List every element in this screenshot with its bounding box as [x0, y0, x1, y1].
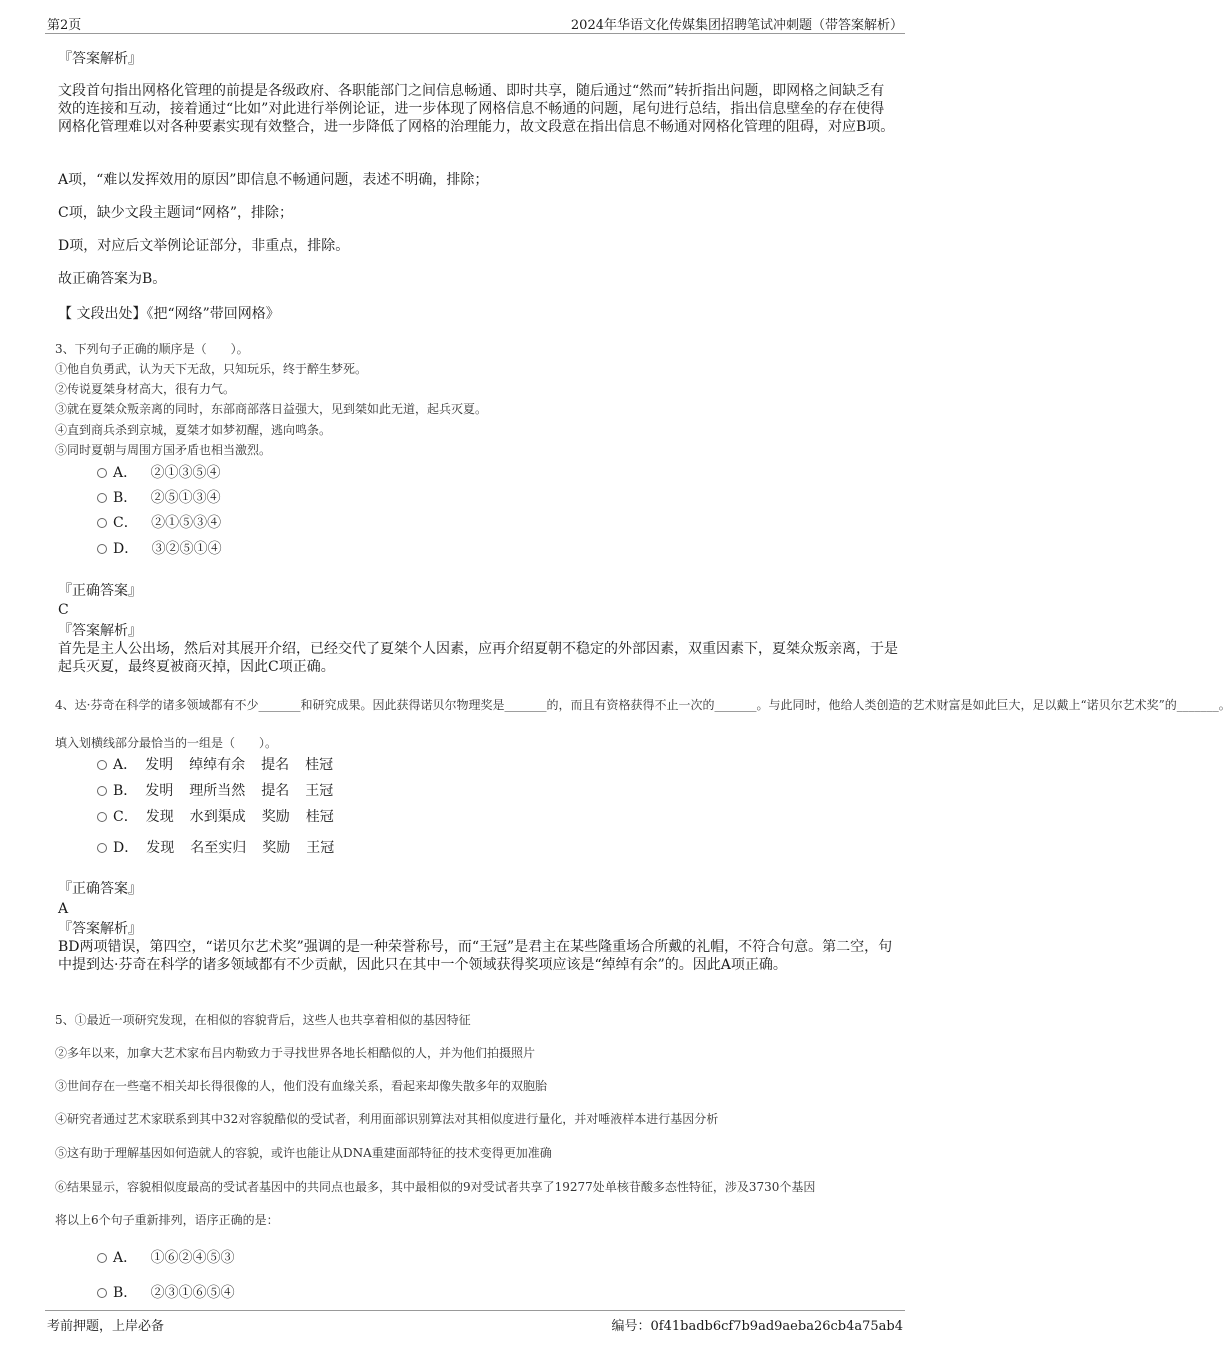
- q5-option-b[interactable]: B． ②③①⑥⑤④: [97, 1284, 235, 1302]
- q4-prompt: 填入划横线部分最恰当的一组是（ ）。: [55, 736, 278, 750]
- q4-analysis-label: 『答案解析』: [58, 921, 142, 937]
- q4-answer: A: [58, 901, 69, 917]
- q3-answer-label: 『正确答案』: [58, 583, 142, 599]
- radio-icon[interactable]: [97, 843, 107, 853]
- q4-stem: 4、达·芬奇在科学的诸多领域都有不少_______和研究成果。因此获得诺贝尔物理奖是_______的，而且有资格获得不止一次的_______。与此同时，他给人类创造的艺术财富是如此巨大，足以戴上“诺贝尔艺术奖”的_______。: [55, 698, 1231, 712]
- page-header: [45, 12, 905, 34]
- q5-sentence-2: ②多年以来，加拿大艺术家布吕内勒致力于寻找世界各地长相酷似的人，并为他们拍摄照片: [55, 1046, 536, 1060]
- footer-slogan: 考前押题，上岸必备: [47, 1319, 165, 1334]
- q5-sentence-4: ④研究者通过艺术家联系到其中32对容貌酷似的受试者，利用面部识别算法对其相似度进行量化，并对唾液样本进行基因分析: [55, 1112, 719, 1126]
- radio-icon[interactable]: [97, 1288, 107, 1298]
- q2-option-d-note: D项，对应后文举例论证部分，非重点，排除。: [58, 238, 350, 254]
- q4-answer-label: 『正确答案』: [58, 881, 142, 897]
- q4-option-c[interactable]: C． 发现 水到渠成 奖励 桂冠: [97, 808, 350, 826]
- q3-analysis-label: 『答案解析』: [58, 623, 142, 639]
- q5-prompt: 将以上6个句子重新排列，语序正确的是：: [55, 1213, 279, 1227]
- q4-option-d[interactable]: D． 发现 名至实归 奖励 王冠: [97, 839, 350, 857]
- q2-analysis: 文段首句指出网格化管理的前提是各级政府、各职能部门之间信息畅通、即时共享，随后通过“然而”转折指出问题，即网格之间缺乏有效的连接和互动，接着通过“比如”对此进行举例论证，进一步体现了网格信息不畅通的问题，尾句进行总结，指出信息壁垒的存在使得网格化管理难以对各种要素实现有效整合，进一步降低了网格的治理能力，故文段意在指出信息不畅通对网格化管理的阻碍，对应B项。: [58, 83, 895, 135]
- q5-sentence-6: ⑥结果显示，容貌相似度最高的受试者基因中的共同点也最多，其中最相似的9对受试者共享了19277处单核苷酸多态性特征，涉及3730个基因: [55, 1180, 816, 1194]
- q3-option-b[interactable]: B． ②⑤①③④: [97, 489, 221, 507]
- q3-sentence-2: ②传说夏桀身材高大，很有力气。: [55, 382, 236, 396]
- q3-answer: C: [58, 602, 69, 618]
- q2-source: 【 文段出处】《把“网络”带回网格》: [58, 306, 280, 322]
- radio-icon[interactable]: [97, 544, 107, 554]
- q2-option-c-note: C项，缺少文段主题词“网格”，排除；: [58, 205, 294, 221]
- radio-icon[interactable]: [97, 812, 107, 822]
- q3-sentence-4: ④直到商兵杀到京城，夏桀才如梦初醒，逃向鸣条。: [55, 423, 332, 437]
- q4-analysis: BD两项错误，第四空，“诺贝尔艺术奖”强调的是一种荣誉称号，而“王冠”是君主在某些隆重场合所戴的礼帽，不符合句意。第二空，句中提到达·芬奇在科学的诸多领域都有不少贡献，因此只在其中一个领域获得奖项应该是“绰绰有余”的。因此A项正确。: [58, 939, 893, 973]
- q5-sentence-1: 5、①最近一项研究发现，在相似的容貌背后，这些人也共享着相似的基因特征: [55, 1013, 471, 1027]
- q2-conclusion: 故正确答案为B。: [58, 271, 167, 287]
- q3-stem: 3、下列句子正确的顺序是（ ）。: [55, 342, 249, 356]
- radio-icon[interactable]: [97, 760, 107, 770]
- q2-option-a-note: A项，“难以发挥效用的原因”即信息不畅通问题，表述不明确，排除；: [58, 172, 489, 188]
- q4-option-a[interactable]: A． 发明 绰绰有余 提名 桂冠: [97, 756, 349, 774]
- radio-icon[interactable]: [97, 786, 107, 796]
- radio-icon[interactable]: [97, 468, 107, 478]
- q4-option-b[interactable]: B． 发明 理所当然 提名 王冠: [97, 782, 349, 800]
- q3-sentence-5: ⑤同时夏朝与周围方国矛盾也相当激烈。: [55, 443, 272, 457]
- document-title: 2024年华语文化传媒集团招聘笔试冲刺题（带答案解析）: [570, 18, 903, 33]
- q3-analysis: 首先是主人公出场，然后对其展开介绍，已经交代了夏桀个人因素，应再介绍夏朝不稳定的外部因素，双重因素下，夏桀众叛亲离，于是起兵灭夏，最终夏被商灭掉，因此C项正确。: [58, 641, 898, 675]
- q3-sentence-3: ③就在夏桀众叛亲离的同时，东部商部落日益强大，见到桀如此无道，起兵灭夏。: [55, 402, 488, 416]
- radio-icon[interactable]: [97, 518, 107, 528]
- radio-icon[interactable]: [97, 1253, 107, 1263]
- q3-option-c[interactable]: C． ②①⑤③④: [97, 514, 221, 532]
- q3-option-d[interactable]: D． ③②⑤①④: [97, 540, 222, 558]
- radio-icon[interactable]: [97, 493, 107, 503]
- q5-sentence-3: ③世间存在一些毫不相关却长得很像的人，他们没有血缘关系，看起来却像失散多年的双胞胎: [55, 1079, 548, 1093]
- q3-sentence-1: ①他自负勇武，认为天下无敌，只知玩乐，终于醉生梦死。: [55, 362, 368, 376]
- q5-option-a[interactable]: A． ①⑥②④⑤③: [97, 1249, 234, 1267]
- q3-option-a[interactable]: A． ②①③⑤④: [97, 464, 220, 482]
- document-id: 编号：0f41badb6cf7b9ad9aeba26cb4a75ab4: [611, 1319, 903, 1334]
- q2-analysis-label: 『答案解析』: [58, 51, 142, 67]
- page-number: 第2页: [47, 18, 82, 33]
- q5-sentence-5: ⑤这有助于理解基因如何造就人的容貌，或许也能让从DNA重建面部特征的技术变得更加准确: [55, 1146, 552, 1160]
- page-footer: [45, 1310, 905, 1334]
